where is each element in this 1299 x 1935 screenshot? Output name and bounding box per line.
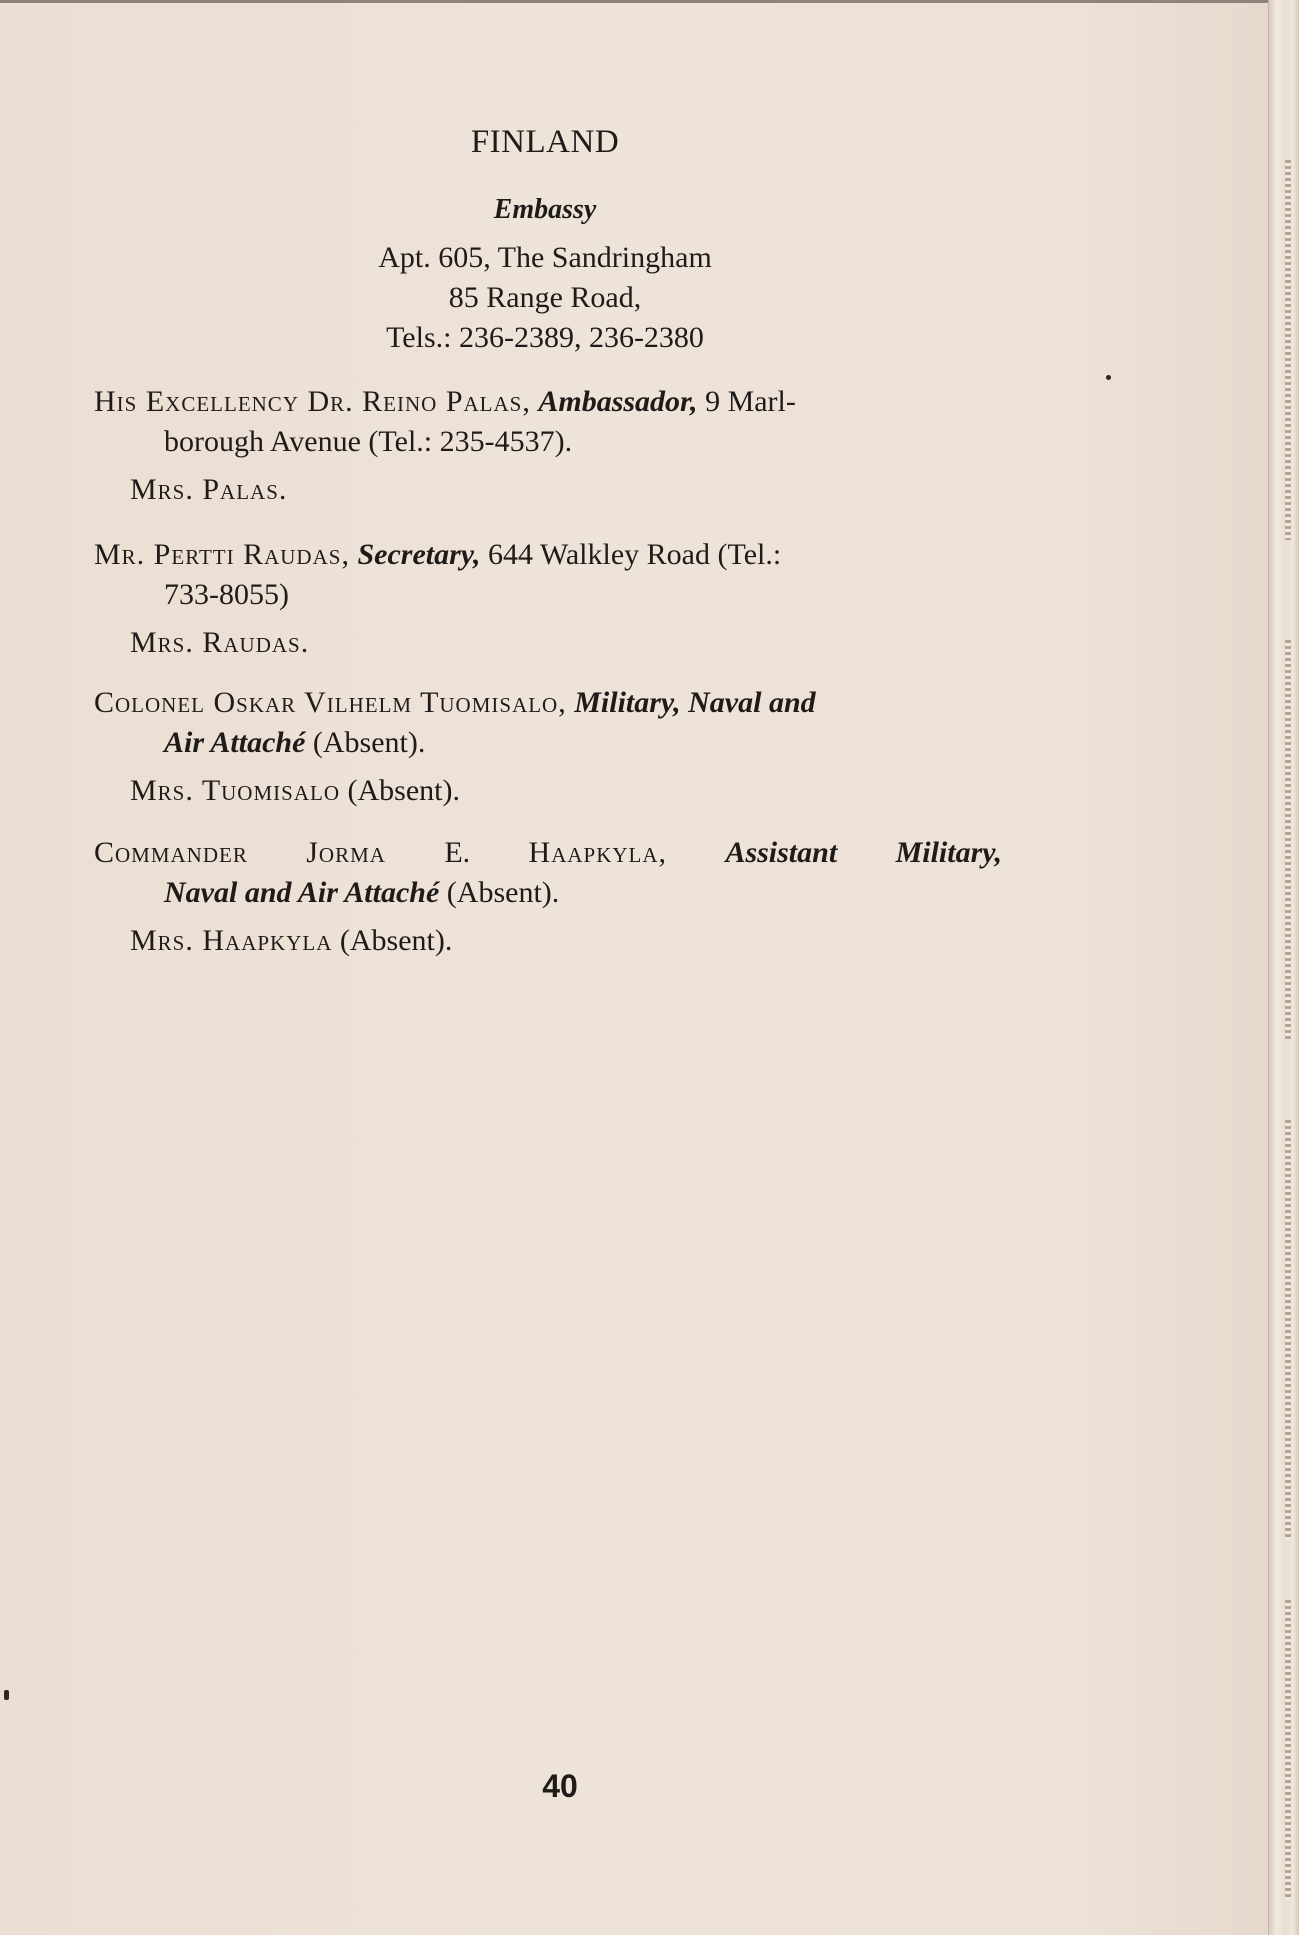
address-line-3: Tels.: 236-2389, 236-2380 <box>386 321 704 354</box>
entry-spouse: Mrs. Palas. <box>130 473 288 506</box>
address-line-1: Apt. 605, The Sandringham <box>378 241 712 274</box>
entry-status: (Absent). <box>305 726 426 759</box>
ink-speck <box>4 1690 9 1700</box>
section-subheading: Embassy <box>493 194 597 225</box>
entry-address: 9 Marl- <box>697 385 796 418</box>
entry-spouse-name: Mrs. Tuomisalo <box>130 774 340 807</box>
entry-name: His Excellency Dr. Reino Palas, <box>94 385 531 418</box>
binding-thread <box>1285 1600 1291 1900</box>
entry-title-continued <box>94 723 1014 763</box>
binding-thread <box>1285 160 1291 540</box>
binding-thread <box>1285 640 1291 1040</box>
page-number: 40 <box>542 1768 578 1804</box>
entry-title-continued <box>94 873 1014 913</box>
entry-title: Ambassador, <box>538 385 698 418</box>
entry-name: Mr. Pertti Raudas, <box>94 538 350 571</box>
entry-title: Military, Naval and <box>574 686 816 719</box>
entry-spouse-status: (Absent). <box>339 774 460 807</box>
entry-title-line2: Naval and Air Attaché <box>164 876 440 909</box>
staff-entry-ambassador <box>94 382 1014 510</box>
staff-entry-military-attache <box>94 683 1014 811</box>
entry-spouse <box>94 771 1014 811</box>
entry-name-word: Haapkyla, <box>528 836 668 869</box>
binding-thread <box>1285 1120 1291 1540</box>
entry-name-word: E. <box>444 836 471 869</box>
entry-spouse: Mrs. Raudas. <box>130 626 310 659</box>
entry-address-continued: borough Avenue (Tel.: 235-4537). <box>164 425 573 458</box>
page-top-edge <box>0 0 1270 3</box>
entry-address-continued: 733-8055) <box>164 578 289 611</box>
entry-spouse-name: Mrs. Haapkyla <box>130 924 333 957</box>
entry-title-word: Assistant <box>725 836 838 869</box>
entry-name-word: Jorma <box>306 836 386 869</box>
entry-spouse-status: (Absent). <box>332 924 453 957</box>
entry-address: 644 Walkley Road (Tel.: <box>480 538 782 571</box>
entry-title-line2: Air Attaché <box>164 726 306 759</box>
staff-entry-secretary <box>94 535 1014 663</box>
entry-line <box>94 382 1014 422</box>
entry-title-word: Military, <box>895 836 1002 869</box>
entry-status: (Absent). <box>439 876 560 909</box>
entry-spouse <box>94 921 1014 961</box>
entry-title: Secretary, <box>357 538 481 571</box>
entry-name: Colonel Oskar Vilhelm Tuomisalo, <box>94 686 567 719</box>
entry-line <box>94 535 1014 575</box>
staff-entry-assistant-attache <box>94 833 1014 961</box>
country-heading: FINLAND <box>470 124 620 160</box>
address-line-2: 85 Range Road, <box>448 281 642 314</box>
entry-line <box>94 833 1002 873</box>
entry-line <box>94 683 1014 723</box>
entry-name-word: Commander <box>94 836 248 869</box>
page-spine-edge <box>1268 0 1299 1935</box>
ink-speck <box>1106 375 1111 380</box>
